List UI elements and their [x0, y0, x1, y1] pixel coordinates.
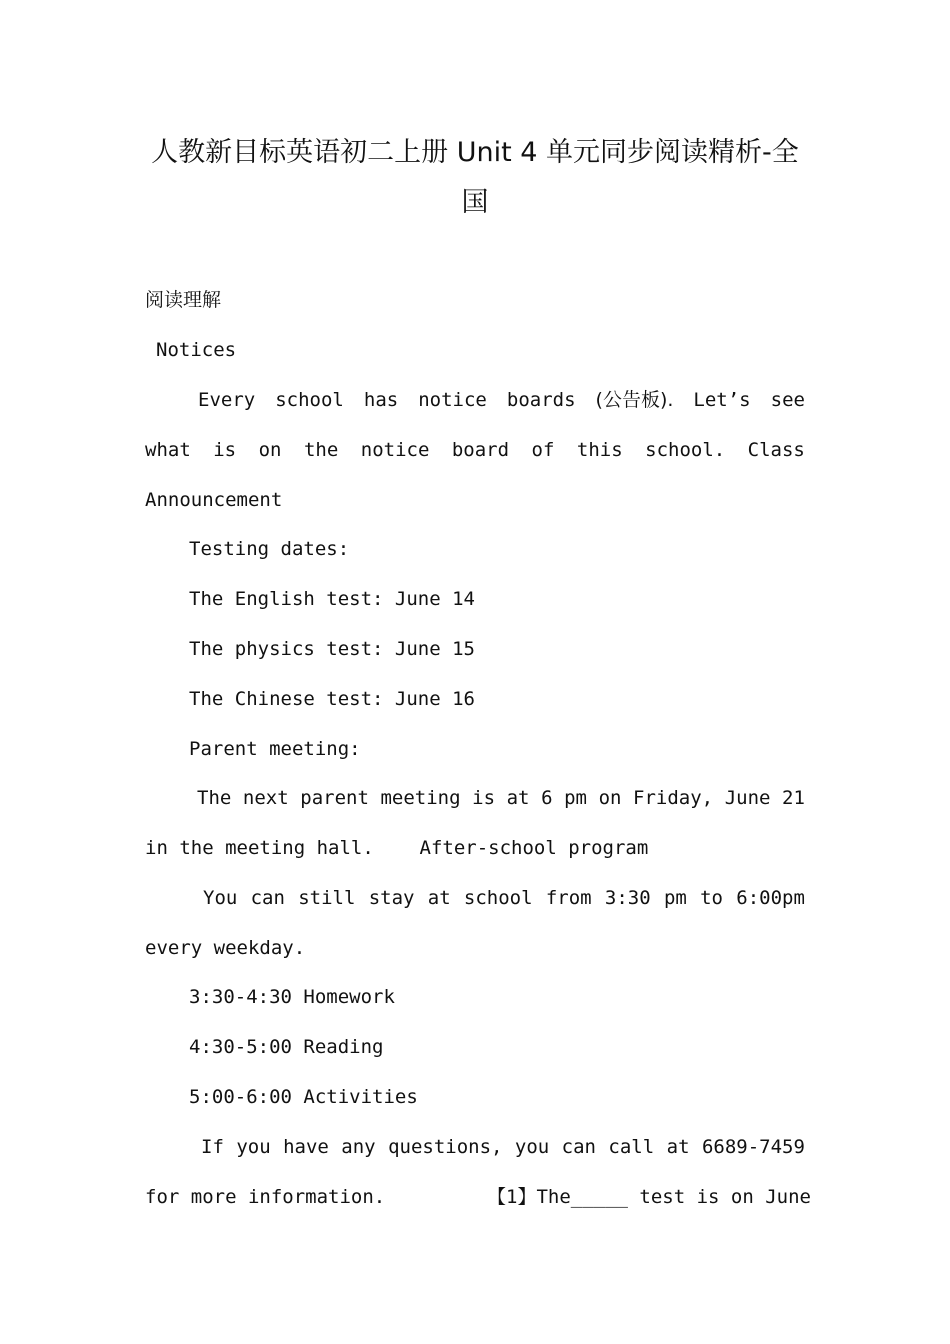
contact-line-1-word: questions,	[388, 1136, 503, 1158]
parent-meeting-line-1	[197, 786, 805, 810]
intro-line-2-word: what	[145, 439, 191, 461]
question-1: 【1】The_____ test is on June	[487, 1186, 811, 1208]
intro-line-2-word: the	[303, 439, 339, 461]
contact-line-1-word: 6689-7459	[701, 1136, 805, 1158]
contact-line-2: for more information.	[145, 1186, 386, 1208]
contact-line-1-word: you	[236, 1136, 271, 1158]
testing-item-chinese: The Chinese test: June 16	[189, 688, 475, 710]
intro-line-1-word: see	[770, 389, 805, 411]
intro-line-1-word: notice	[418, 389, 487, 411]
testing-item-english: The English test: June 14	[189, 588, 475, 610]
intro-line-3: Announcement	[145, 489, 283, 511]
notices-heading: Notices	[156, 339, 237, 361]
intro-line-2-word: Class	[747, 439, 805, 461]
intro-line-2-word: this	[576, 439, 623, 461]
contact-line-1-word: call	[608, 1136, 655, 1158]
parent-meeting-line-1-word: 6	[541, 787, 553, 809]
document-title	[145, 128, 805, 228]
intro-line-1	[198, 388, 805, 412]
intro-line-1-word: Let’s	[693, 389, 751, 411]
parent-meeting-line-1-word: 21	[782, 787, 805, 809]
program-line-1-word: stay	[368, 887, 415, 909]
contact-line-1-word: have	[283, 1136, 329, 1158]
parent-meeting-line-1-word: The	[197, 787, 232, 809]
intro-line-1-word: school	[275, 389, 344, 411]
intro-line-1-word: (公告板).	[595, 389, 674, 411]
parent-meeting-line-1-word: parent	[300, 787, 369, 809]
section-heading: 阅读理解	[145, 289, 222, 311]
intro-line-2-word: on	[258, 439, 282, 461]
contact-line-1-word: If	[201, 1136, 224, 1158]
schedule-item-homework: 3:30-4:30 Homework	[189, 986, 395, 1008]
parent-meeting-line-1-word: next	[242, 787, 289, 809]
program-line-1-word: from	[545, 887, 592, 909]
intro-line-1-word: has	[363, 389, 399, 411]
program-line-1-word: can	[250, 887, 285, 909]
contact-line-1-word: can	[561, 1136, 596, 1158]
program-line-1-word: 3:30	[604, 887, 651, 909]
program-line-1-word: You	[203, 887, 238, 909]
parent-meeting-line-1-word: Friday,	[633, 787, 714, 809]
contact-line-1-word: at	[666, 1136, 690, 1158]
testing-item-physics: The physics test: June 15	[189, 638, 475, 660]
contact-line-1-word: any	[341, 1136, 376, 1158]
parent-meeting-line-1-word: at	[506, 787, 530, 809]
program-line-1-word: at	[427, 887, 451, 909]
intro-line-2-word: board	[451, 439, 510, 461]
intro-line-2-word: notice	[360, 439, 430, 461]
schedule-item-reading: 4:30-5:00 Reading	[189, 1036, 384, 1058]
parent-meeting-line-1-word: June	[724, 787, 771, 809]
program-line-2: every weekday.	[145, 937, 306, 959]
testing-heading: Testing dates:	[189, 538, 350, 560]
program-line-1-word: 6:00pm	[736, 887, 805, 909]
intro-line-2-word: is	[213, 439, 237, 461]
contact-line-1	[201, 1135, 805, 1159]
intro-line-1-word: Every	[198, 389, 256, 411]
parent-meeting-line-1-word: on	[598, 787, 622, 809]
intro-line-2-word: school.	[645, 439, 726, 461]
program-line-1-word: to	[700, 887, 723, 909]
title-line-1: 人教新目标英语初二上册 Unit 4 单元同步阅读精析-全	[151, 137, 799, 168]
parent-meeting-line-1-word: pm	[564, 787, 587, 809]
program-line-1-word: school	[463, 887, 533, 909]
intro-line-2	[145, 438, 805, 462]
intro-line-1-word: boards	[506, 389, 576, 411]
program-line-1	[203, 886, 805, 910]
parent-meeting-heading: Parent meeting:	[189, 738, 361, 760]
program-line-1-word: still	[298, 887, 356, 909]
parent-meeting-line-1-word: is	[472, 787, 496, 809]
contact-line-1-word: you	[514, 1136, 550, 1158]
program-line-1-word: pm	[663, 887, 687, 909]
intro-line-2-word: of	[531, 439, 555, 461]
parent-meeting-line-1-word: meeting	[380, 787, 461, 809]
title-line-2: 国	[461, 187, 489, 218]
parent-meeting-line-2: in the meeting hall. After-school program	[145, 837, 649, 859]
schedule-item-activities: 5:00-6:00 Activities	[189, 1086, 418, 1108]
